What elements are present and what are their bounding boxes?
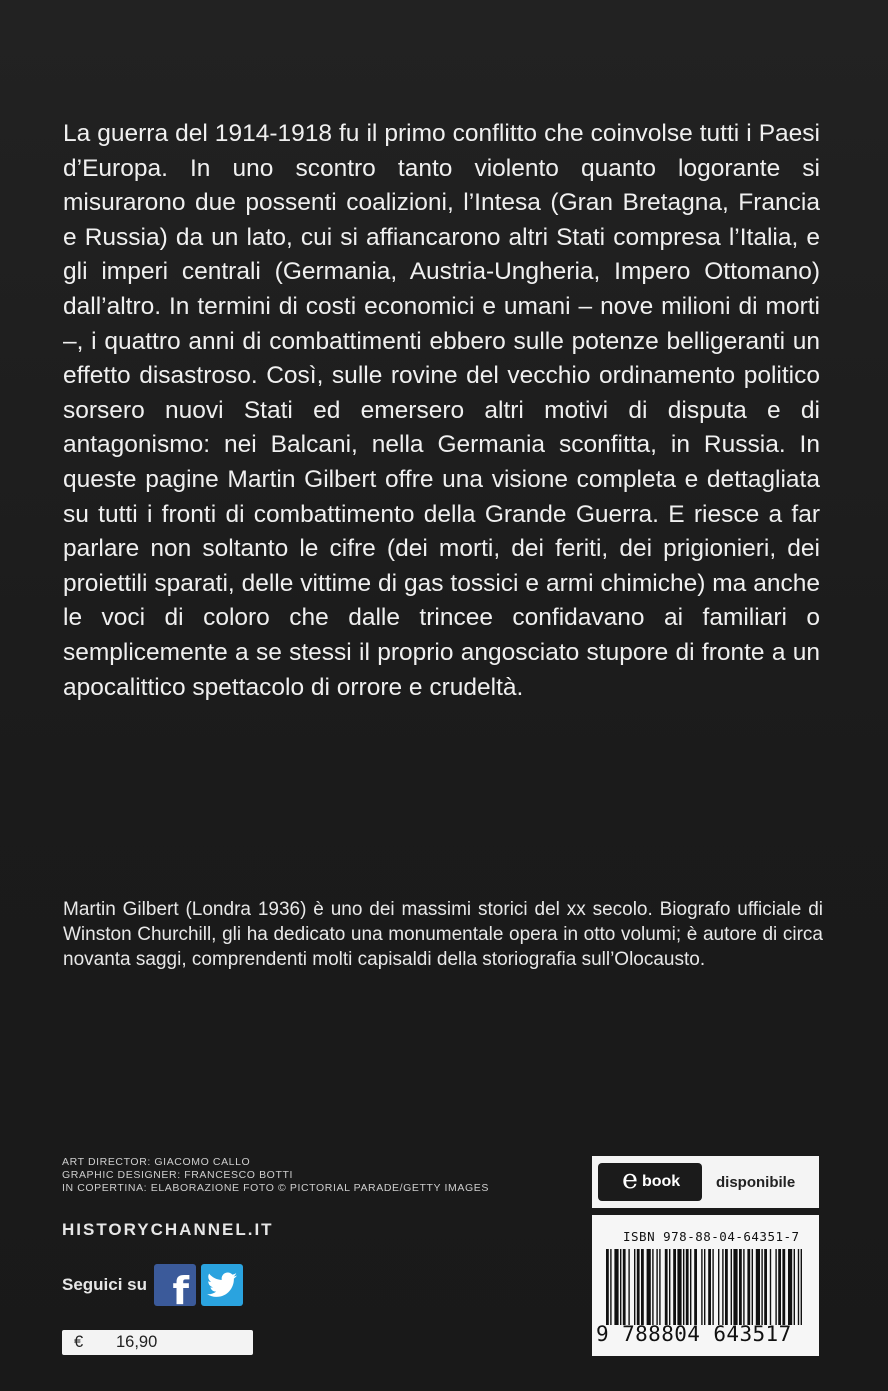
isbn-barcode-box xyxy=(592,1215,819,1356)
ebook-logo xyxy=(598,1163,702,1201)
facebook-icon[interactable]: f xyxy=(154,1264,196,1306)
credit-art-director: ART DIRECTOR: GIACOMO CALLO xyxy=(62,1156,251,1168)
twitter-bird-icon xyxy=(207,1272,237,1298)
isbn-label: ISBN 978-88-04-64351-7 xyxy=(623,1229,800,1244)
twitter-icon[interactable] xyxy=(201,1264,243,1306)
follow-label: Seguici su xyxy=(62,1275,148,1294)
author-bio: Martin Gilbert (Londra 1936) è uno dei massimi storici del xx secolo. Biografo ufficiale di Winston Churchill, gli ha dedicato una monumentale opera in otto volumi; è autore di circa novanta saggi, comprendenti molti capisaldi della storiografia sull’Olocausto. xyxy=(63,899,823,970)
social-follow xyxy=(62,1262,248,1308)
ebook-available-badge xyxy=(592,1156,819,1208)
price-value: 16,90 xyxy=(116,1333,158,1351)
price-tag xyxy=(62,1330,253,1355)
ebook-book-label: book xyxy=(641,1173,681,1190)
website-link[interactable]: HISTORYCHANNEL.IT xyxy=(62,1220,274,1239)
credit-graphic-designer: GRAPHIC DESIGNER: FRANCESCO BOTTI xyxy=(62,1169,293,1181)
ebook-e-glyph: e xyxy=(622,1164,638,1195)
ebook-availability: disponibile xyxy=(716,1173,796,1191)
isbn-barcode-number: 9 788804 643517 xyxy=(596,1322,792,1346)
barcode-icon xyxy=(606,1249,805,1325)
price-currency: € xyxy=(74,1333,84,1351)
credits xyxy=(62,1156,562,1195)
book-blurb: La guerra del 1914-1918 fu il primo conflitto che coinvolse tutti i Paesi d’Europa. In uno scontro tanto violento quanto logorante si misurarono due possenti coalizioni, l’Intesa (Gran Bretagna, Francia e Russia) da un lato, cui si affiancarono altri Stati compresa l’Italia, e gli imperi centrali (Germania, Austria-Ungheria, Impero Ottomano) dall’altro. In termini di costi economici e umani – nove milioni di morti –, i quattro anni di combattimenti ebbero sulle potenze belligeranti un effetto disastroso. Così, sulle rovine del vecchio ordinamento politico sorsero nuovi Stati ed emersero altri motivi di disputa e di antagonismo: nei Balcani, nella Germania sconfitta, in Russia. In queste pagine Martin Gilbert offre una visione completa e dettagliata su tutti i fronti di combattimento della Grande Guerra. E riesce a far parlare non soltanto le cifre (dei morti, dei feriti, dei prigionieri, dei proiettili sparati, delle vittime di gas tossici e armi chimiche) ma anche le voci di coloro che dalle trincee confidavano ai familiari o semplicemente a se stessi il proprio angosciato stupore di fronte a un apocalittico spettacolo di orrore e crudeltà. xyxy=(63,120,820,701)
credit-cover-photo: IN COPERTINA: ELABORAZIONE FOTO © PICTORIAL PARADE/GETTY IMAGES xyxy=(62,1182,489,1194)
